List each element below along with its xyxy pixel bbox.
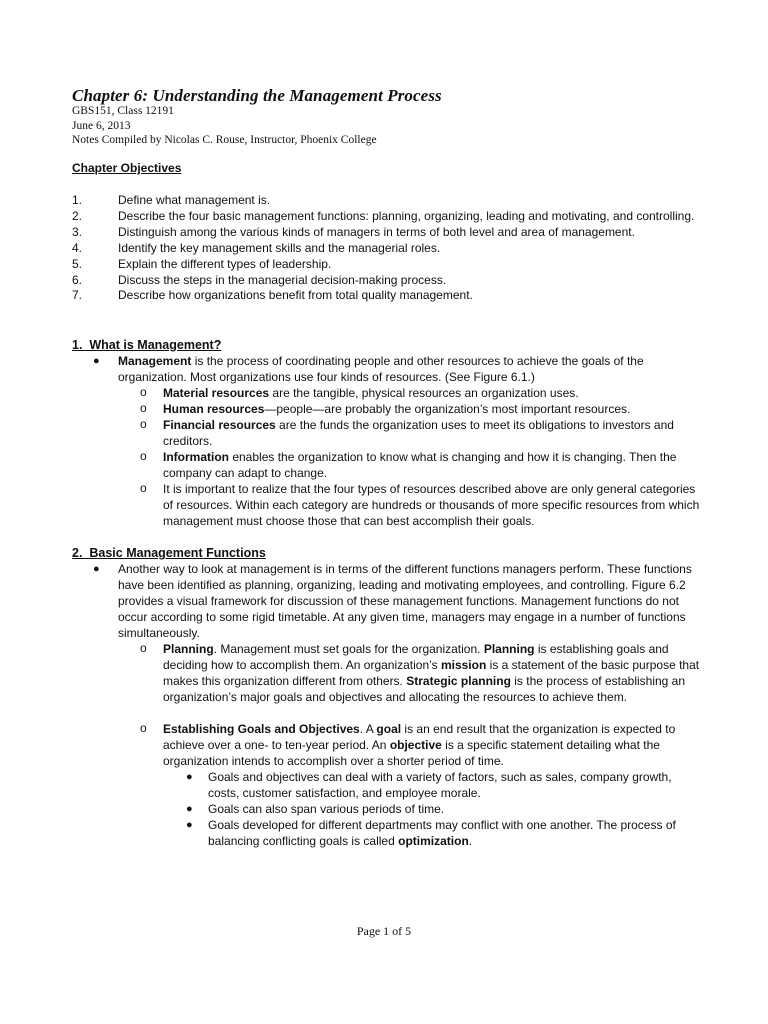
document-meta xyxy=(72,104,377,148)
objective-text: Define what management is. xyxy=(118,193,271,207)
objective-item xyxy=(72,288,702,304)
objective-item xyxy=(72,273,702,289)
term-planning-2: Planning xyxy=(483,642,535,656)
circle-bullet-icon: o xyxy=(140,401,147,415)
bullet-icon: ● xyxy=(93,355,100,367)
objective-item xyxy=(72,257,702,273)
term-management: Management xyxy=(118,354,192,368)
goal-point xyxy=(208,818,700,850)
planning-text-1: . Management must set goals for the organization. xyxy=(213,642,484,656)
objective-item xyxy=(72,225,702,241)
resource-human-text: —people—are probably the organization’s most important resources. xyxy=(264,402,631,416)
circle-bullet-icon: o xyxy=(140,385,147,399)
management-definition xyxy=(118,354,698,386)
goal-point-text: Goals can also span various periods of time. xyxy=(208,802,445,816)
objective-number: 5. xyxy=(72,256,83,271)
circle-bullet-icon: o xyxy=(140,721,147,735)
resource-financial xyxy=(163,418,703,450)
term-establishing-goals: Establishing Goals and Objectives xyxy=(163,722,360,736)
section-heading-basic-functions: 2. Basic Management Functions xyxy=(72,546,266,560)
functions-intro xyxy=(118,562,700,642)
bullet-icon: ● xyxy=(93,563,100,575)
objective-text: Describe the four basic management functions: planning, organizing, leading and motivating, and controlling. xyxy=(118,208,695,223)
objectives-heading: Chapter Objectives xyxy=(72,161,182,175)
goals-text-2: is an end result that the organization is expected to achieve over a one- to ten-year period. An xyxy=(163,722,676,752)
term-optimization: optimization xyxy=(398,833,469,848)
resource-note xyxy=(163,482,703,530)
term-financial-resources: Financial resources xyxy=(163,418,276,432)
objective-text: Discuss the steps in the managerial decision-making process. xyxy=(118,272,447,287)
objective-item xyxy=(72,241,702,257)
objective-number: 7. xyxy=(72,288,83,303)
resource-note-text: It is important to realize that the four types of resources described above are only general categories of resources. Within each category are hundreds or thousands of more specific resources from which management must choose those that can best accomplish their goals. xyxy=(163,482,700,528)
goal-point-tail: . xyxy=(468,833,473,848)
term-objective: objective xyxy=(389,737,442,752)
goals-text-3: is a specific statement detailing what the organization intends to accomplish over a shorter period of time. xyxy=(163,737,660,768)
term-human-resources: Human resources xyxy=(163,402,265,416)
circle-bullet-icon: o xyxy=(140,481,147,495)
term-information: Information xyxy=(163,450,229,464)
circle-bullet-icon: o xyxy=(140,641,147,655)
bullet-icon: ● xyxy=(186,819,193,831)
objectives-list xyxy=(72,193,702,304)
term-mission: mission xyxy=(440,657,487,672)
resource-information-text: enables the organization to know what is changing and how it is changing. Then the company can adapt to change. xyxy=(163,450,677,480)
objective-number: 3. xyxy=(72,224,83,239)
resource-financial-text: are the funds the organization uses to meet its obligations to investors and creditors. xyxy=(163,418,674,448)
goal-point-text: Goals developed for different departments may conflict with one another. The process of balancing conflicting goals is called xyxy=(208,818,676,848)
resource-human xyxy=(163,402,703,418)
circle-bullet-icon: o xyxy=(140,417,147,431)
objective-number: 2. xyxy=(72,208,83,223)
resource-information xyxy=(163,450,703,482)
bullet-icon: ● xyxy=(186,803,193,815)
objective-text: Identify the key management skills and the managerial roles. xyxy=(118,240,441,255)
page-number: Page 1 of 5 xyxy=(356,924,412,938)
objective-number: 6. xyxy=(72,272,83,287)
planning-text-4: is the process of establishing an organization’s major goals and objectives and allocating the resources to achieve them. xyxy=(163,673,686,704)
bullet-icon: ● xyxy=(186,771,193,783)
planning-text-3: is a statement of the basic purpose that makes this organization different from others. xyxy=(163,657,700,688)
goal-point-text: Goals and objectives can deal with a variety of factors, such as sales, company growth, costs, customer satisfaction, and employee morale. xyxy=(208,770,672,800)
planning-text-2: is establishing goals and deciding how to accomplish them. An organization’s xyxy=(163,642,669,672)
circle-bullet-icon: o xyxy=(140,449,147,463)
objective-number: 1. xyxy=(72,193,83,207)
functions-intro-text: Another way to look at management is in terms of the different functions managers perform. These functions have been identified as planning, organizing, leading and motivating employees, and controlling. Figure 6.2 provides a visual framework for discussion of these management functions. Management functions do not occur according to some rigid timetable. At any given time, managers may engage in a number of functions simultaneously. xyxy=(118,562,692,640)
term-strategic-planning: Strategic planning xyxy=(406,673,511,688)
compiled-by-line: Notes Compiled by Nicolas C. Rouse, Instructor, Phoenix College xyxy=(72,134,377,147)
objective-text: Describe how organizations benefit from total quality management. xyxy=(118,288,473,303)
resource-material xyxy=(163,386,703,402)
goal-point xyxy=(208,770,700,802)
term-material-resources: Material resources xyxy=(163,386,270,400)
goal-point xyxy=(208,802,700,818)
term-planning: Planning xyxy=(163,642,214,656)
section-heading-what-is-management: 1. What is Management? xyxy=(72,338,222,352)
resource-material-text: are the tangible, physical resources an organization uses. xyxy=(269,386,579,400)
objective-item xyxy=(72,193,702,209)
objective-text: Explain the different types of leadership. xyxy=(118,256,332,271)
objective-text: Distinguish among the various kinds of managers in terms of both level and area of management. xyxy=(118,224,635,239)
objective-item xyxy=(72,209,702,225)
course-line: GBS151, Class 12191 xyxy=(72,105,174,117)
goals-paragraph xyxy=(163,722,701,770)
management-definition-text: is the process of coordinating people and other resources to achieve the goals of the organization. Most organizations use four kinds of resources. (See Figure 6.1.) xyxy=(118,354,644,384)
term-goal: goal xyxy=(376,722,402,736)
goals-text-1: . A xyxy=(359,722,377,736)
date-line: June 6, 2013 xyxy=(72,119,131,132)
planning-paragraph xyxy=(163,642,701,706)
objective-number: 4. xyxy=(72,240,83,255)
page-title: Chapter 6: Understanding the Management Process xyxy=(72,86,442,105)
